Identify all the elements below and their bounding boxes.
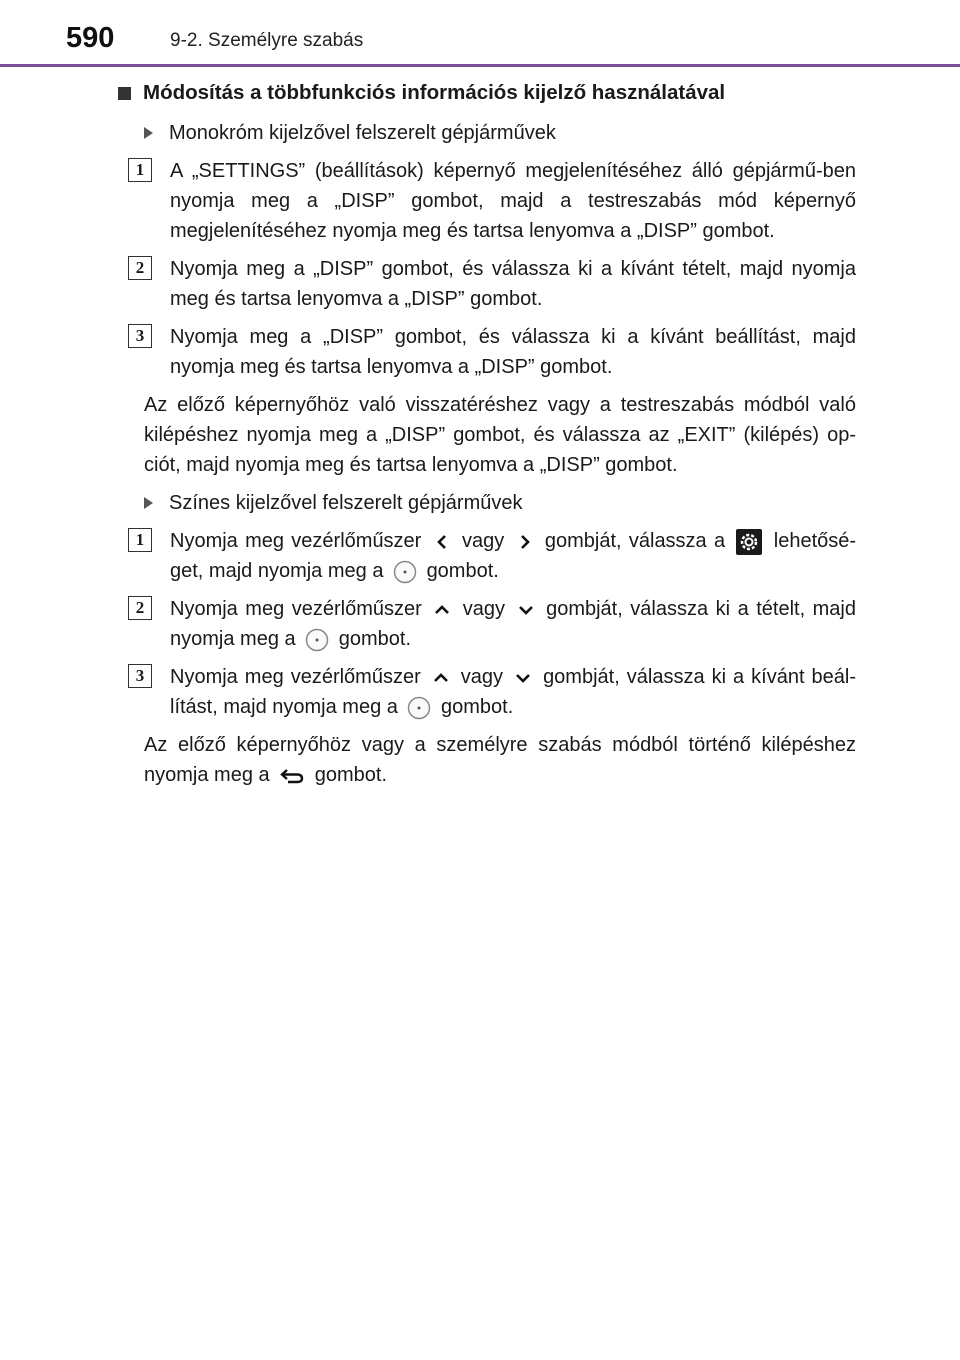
chevron-up-icon bbox=[433, 601, 451, 619]
step-text: gombot. bbox=[426, 560, 499, 582]
enter-button-icon bbox=[407, 696, 431, 720]
enter-button-icon bbox=[393, 560, 417, 584]
mono-step-2 bbox=[118, 254, 856, 314]
triangle-bullet-icon bbox=[144, 127, 153, 139]
mono-subheading bbox=[144, 118, 856, 148]
step-text: Nyomja meg a „DISP” gombot, és válassza ki a kívánt tételt, majd nyomja meg és tartsa lenyomva a „DISP” gombot. bbox=[170, 258, 856, 310]
page-number: 590 bbox=[66, 22, 115, 54]
color-subheading bbox=[144, 488, 856, 518]
color-step-3 bbox=[118, 662, 856, 722]
color-subheading-text: Színes kijelzővel felszerelt gépjárművek bbox=[169, 492, 523, 514]
color-note bbox=[118, 730, 856, 790]
heading-text: Módosítás a többfunkciós információs kijelző használatával bbox=[143, 81, 726, 104]
step-text: gombját, válassza ki a kívánt beál-lítást, majd nyomja meg a bbox=[170, 666, 857, 718]
square-bullet-icon bbox=[118, 87, 131, 100]
section-title: 9-2. Személyre szabás bbox=[170, 30, 364, 51]
step-number: 2 bbox=[128, 596, 152, 620]
step-text: Nyomja meg vezérlőműszer bbox=[170, 666, 421, 688]
chevron-down-icon bbox=[517, 601, 535, 619]
note-text: gombot. bbox=[314, 764, 388, 786]
step-number: 3 bbox=[128, 664, 152, 688]
step-number: 1 bbox=[128, 528, 152, 552]
back-arrow-icon bbox=[279, 767, 305, 785]
step-text: vagy bbox=[461, 530, 505, 552]
chevron-right-icon bbox=[516, 533, 534, 551]
chevron-up-icon bbox=[432, 669, 450, 687]
triangle-bullet-icon bbox=[144, 497, 153, 509]
mono-subheading-text: Monokróm kijelzővel felszerelt gépjárművek bbox=[169, 122, 556, 144]
note-text: Az előző képernyőhöz vagy a személyre szabás módból történő kilépéshez nyomja meg a bbox=[144, 734, 856, 786]
step-number: 3 bbox=[128, 324, 152, 348]
mono-step-1 bbox=[118, 156, 856, 246]
chevron-left-icon bbox=[433, 533, 451, 551]
chevron-down-icon bbox=[514, 669, 532, 687]
step-text: gombot. bbox=[441, 696, 514, 718]
step-text: gombját, válassza ki a tételt, majd nyomja meg a bbox=[170, 598, 856, 650]
step-text: vagy bbox=[462, 598, 506, 620]
color-step-2 bbox=[118, 594, 856, 654]
step-text: Nyomja meg vezérlőműszer bbox=[170, 598, 422, 620]
step-text: lehetősé-get, majd nyomja meg a bbox=[170, 530, 857, 582]
header-rule bbox=[0, 64, 960, 67]
color-step-1 bbox=[118, 526, 856, 586]
mono-note: Az előző képernyőhöz való visszatéréshez vagy a testreszabás módból való kilépéshez nyomja meg a „DISP” gombot, és válassza az „EXIT” (kilépés) op-ciót, majd nyomja meg és tartsa lenyomva a „DISP” gombot. bbox=[144, 394, 856, 476]
gear-icon bbox=[736, 529, 762, 555]
step-number: 1 bbox=[128, 158, 152, 182]
step-text: gombját, válassza a bbox=[544, 530, 726, 552]
step-text: Nyomja meg a „DISP” gombot, és válassza ki a kívánt beállítást, majd nyomja meg és tartsa lenyomva a „DISP” gombot. bbox=[170, 326, 856, 378]
step-text: gombot. bbox=[338, 628, 412, 650]
heading bbox=[118, 78, 856, 108]
enter-button-icon bbox=[305, 628, 329, 652]
step-number: 2 bbox=[128, 256, 152, 280]
step-text: Nyomja meg vezérlőműszer bbox=[170, 530, 422, 552]
step-text: A „SETTINGS” (beállítások) képernyő megjelenítéséhez álló gépjármű-ben nyomja meg a „DISP” gombot, majd a testreszabás mód képernyő megjelenítéséhez nyomja meg és tartsa lenyomva a „DISP” gombot. bbox=[170, 160, 856, 242]
step-text: vagy bbox=[460, 666, 504, 688]
mono-step-3 bbox=[118, 322, 856, 382]
content bbox=[118, 78, 856, 798]
